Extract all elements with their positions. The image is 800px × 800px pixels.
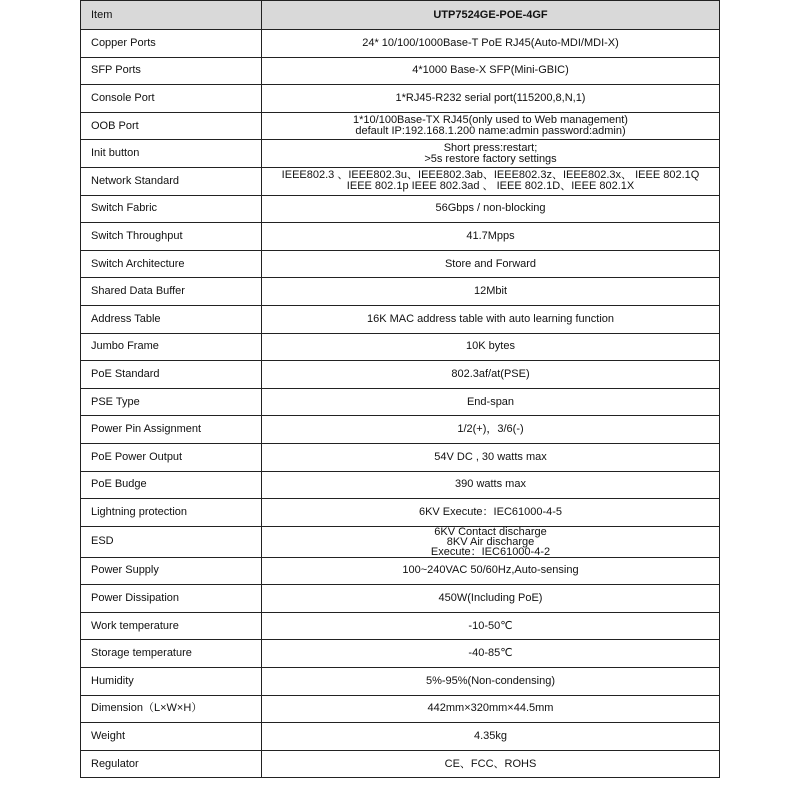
table-row bbox=[81, 750, 720, 778]
spec-value-line: Store and Forward bbox=[444, 257, 537, 270]
spec-label-cell: PoE Power Output bbox=[81, 443, 262, 471]
spec-value-line: 442mm×320mm×44.5mm bbox=[427, 702, 554, 715]
spec-value-line: -40-85℃ bbox=[468, 647, 513, 660]
table-row bbox=[81, 223, 720, 251]
spec-label-cell: Address Table bbox=[81, 305, 262, 333]
spec-value-cell bbox=[262, 612, 720, 640]
spec-label-cell: SFP Ports bbox=[81, 57, 262, 85]
spec-value-line: 6KV Execute：IEC61000-4-5 bbox=[418, 505, 563, 518]
spec-value-line: -10-50℃ bbox=[468, 619, 513, 632]
spec-value-cell bbox=[262, 85, 720, 113]
table-header-row bbox=[81, 1, 720, 30]
spec-label-cell: Lightning protection bbox=[81, 499, 262, 527]
spec-label-cell: Power Supply bbox=[81, 557, 262, 585]
spec-value-cell bbox=[262, 557, 720, 585]
table-row bbox=[81, 416, 720, 444]
table-row bbox=[81, 695, 720, 723]
spec-value-cell bbox=[262, 361, 720, 389]
spec-value-cell bbox=[262, 499, 720, 527]
table-row bbox=[81, 30, 720, 58]
spec-label-cell: Network Standard bbox=[81, 167, 262, 195]
spec-value-cell bbox=[262, 305, 720, 333]
spec-label-cell: Work temperature bbox=[81, 612, 262, 640]
spec-value-cell bbox=[262, 112, 720, 140]
table-row bbox=[81, 85, 720, 113]
table-row bbox=[81, 167, 720, 195]
spec-value-line: End-span bbox=[466, 395, 515, 408]
spec-label-cell: Humidity bbox=[81, 668, 262, 696]
spec-value-line: default IP:192.168.1.200 name:admin password:admin) bbox=[355, 125, 626, 138]
spec-value-line: 56Gbps / non-blocking bbox=[435, 202, 546, 215]
spec-label-cell: PoE Budge bbox=[81, 471, 262, 499]
header-model-cell: UTP7524GE-POE-4GF bbox=[262, 1, 720, 30]
spec-value-cell bbox=[262, 471, 720, 499]
spec-value-cell bbox=[262, 668, 720, 696]
table-row bbox=[81, 723, 720, 751]
spec-label-cell: ESD bbox=[81, 526, 262, 557]
spec-value-line: 6KV Contact discharge bbox=[434, 526, 547, 538]
table-row bbox=[81, 278, 720, 306]
table-row bbox=[81, 333, 720, 361]
spec-value-line: IEEE 802.1p IEEE 802.3ad 、 IEEE 802.1D、IEEE 802.1X bbox=[346, 180, 635, 193]
spec-value-cell bbox=[262, 443, 720, 471]
spec-value-line: Execute：IEC61000-4-2 bbox=[430, 545, 551, 558]
spec-value-cell bbox=[262, 250, 720, 278]
spec-value-cell bbox=[262, 57, 720, 85]
spec-value-cell bbox=[262, 416, 720, 444]
table-row bbox=[81, 140, 720, 168]
spec-value-line: 4*1000 Base-X SFP(Mini-GBIC) bbox=[412, 64, 569, 77]
table-row bbox=[81, 57, 720, 85]
spec-value-cell bbox=[262, 695, 720, 723]
table-row bbox=[81, 361, 720, 389]
spec-label-cell: OOB Port bbox=[81, 112, 262, 140]
spec-value-line: 16K MAC address table with auto learning function bbox=[366, 312, 615, 325]
spec-label-cell: PSE Type bbox=[81, 388, 262, 416]
spec-value-cell bbox=[262, 140, 720, 168]
table-row bbox=[81, 526, 720, 557]
spec-label-cell: Switch Fabric bbox=[81, 195, 262, 223]
spec-value-line: 802.3af/at(PSE) bbox=[451, 367, 530, 380]
spec-value-cell bbox=[262, 167, 720, 195]
spec-value-cell bbox=[262, 195, 720, 223]
table-row bbox=[81, 250, 720, 278]
spec-value-cell bbox=[262, 30, 720, 58]
spec-value-line: 100~240VAC 50/60Hz,Auto-sensing bbox=[402, 564, 579, 577]
table-row bbox=[81, 499, 720, 527]
spec-value-cell bbox=[262, 333, 720, 361]
spec-label-cell: Copper Ports bbox=[81, 30, 262, 58]
spec-value-line: 1*RJ45-R232 serial port(115200,8,N,1) bbox=[395, 91, 586, 104]
table-row bbox=[81, 305, 720, 333]
spec-label-cell: Switch Throughput bbox=[81, 223, 262, 251]
table-row bbox=[81, 195, 720, 223]
spec-value-line: 54V DC , 30 watts max bbox=[434, 450, 547, 463]
spec-label-cell: Storage temperature bbox=[81, 640, 262, 668]
spec-value-cell bbox=[262, 750, 720, 778]
spec-label-cell: PoE Standard bbox=[81, 361, 262, 389]
table-row bbox=[81, 668, 720, 696]
header-item-cell: Item bbox=[81, 1, 262, 30]
spec-value-cell bbox=[262, 388, 720, 416]
spec-label-cell: Console Port bbox=[81, 85, 262, 113]
spec-value-cell bbox=[262, 640, 720, 668]
spec-value-line: 12Mbit bbox=[473, 285, 508, 298]
spec-label-cell: Dimension（L×W×H） bbox=[81, 695, 262, 723]
table-row bbox=[81, 557, 720, 585]
spec-value-line: 390 watts max bbox=[455, 478, 526, 491]
spec-value-cell bbox=[262, 278, 720, 306]
spec-label-cell: Jumbo Frame bbox=[81, 333, 262, 361]
table-row bbox=[81, 388, 720, 416]
spec-value-line: 1*10/100Base-TX RJ45(only used to Web management) bbox=[353, 114, 628, 127]
spec-value-cell bbox=[262, 526, 720, 557]
spec-value-cell bbox=[262, 585, 720, 613]
spec-label-cell: Power Dissipation bbox=[81, 585, 262, 613]
spec-value-line: CE、FCC、ROHS bbox=[444, 757, 537, 770]
table-row bbox=[81, 471, 720, 499]
table-row bbox=[81, 112, 720, 140]
spec-label-cell: Regulator bbox=[81, 750, 262, 778]
table-row bbox=[81, 585, 720, 613]
spec-value-line: IEEE802.3 、IEEE802.3u、IEEE802.3ab、IEEE802.3z、IEEE802.3x、 IEEE 802.1Q bbox=[281, 169, 700, 182]
spec-value-line: 4.35kg bbox=[473, 730, 508, 743]
spec-label-cell: Init button bbox=[81, 140, 262, 168]
spec-table-body bbox=[81, 1, 720, 778]
spec-value-line: >5s restore factory settings bbox=[424, 152, 557, 165]
spec-label-cell: Shared Data Buffer bbox=[81, 278, 262, 306]
spec-value-line: Short press:restart; bbox=[443, 141, 538, 154]
table-row bbox=[81, 640, 720, 668]
spec-value-line: 24* 10/100/1000Base-T PoE RJ45(Auto-MDI/MDI-X) bbox=[362, 36, 619, 49]
table-row bbox=[81, 612, 720, 640]
spec-value-line: 8KV Air discharge bbox=[446, 535, 535, 548]
spec-label-cell: Switch Architecture bbox=[81, 250, 262, 278]
spec-label-cell: Weight bbox=[81, 723, 262, 751]
spec-value-line: 10K bytes bbox=[466, 340, 515, 353]
spec-value-cell bbox=[262, 223, 720, 251]
spec-value-line: 1/2(+)，3/6(-) bbox=[457, 423, 524, 436]
spec-value-line: 5%-95%(Non-condensing) bbox=[425, 674, 555, 687]
spec-value-cell bbox=[262, 723, 720, 751]
spec-table bbox=[80, 0, 720, 778]
spec-value-line: 41.7Mpps bbox=[466, 229, 515, 242]
table-row bbox=[81, 443, 720, 471]
spec-label-cell: Power Pin Assignment bbox=[81, 416, 262, 444]
spec-value-line: 450W(Including PoE) bbox=[438, 592, 543, 605]
